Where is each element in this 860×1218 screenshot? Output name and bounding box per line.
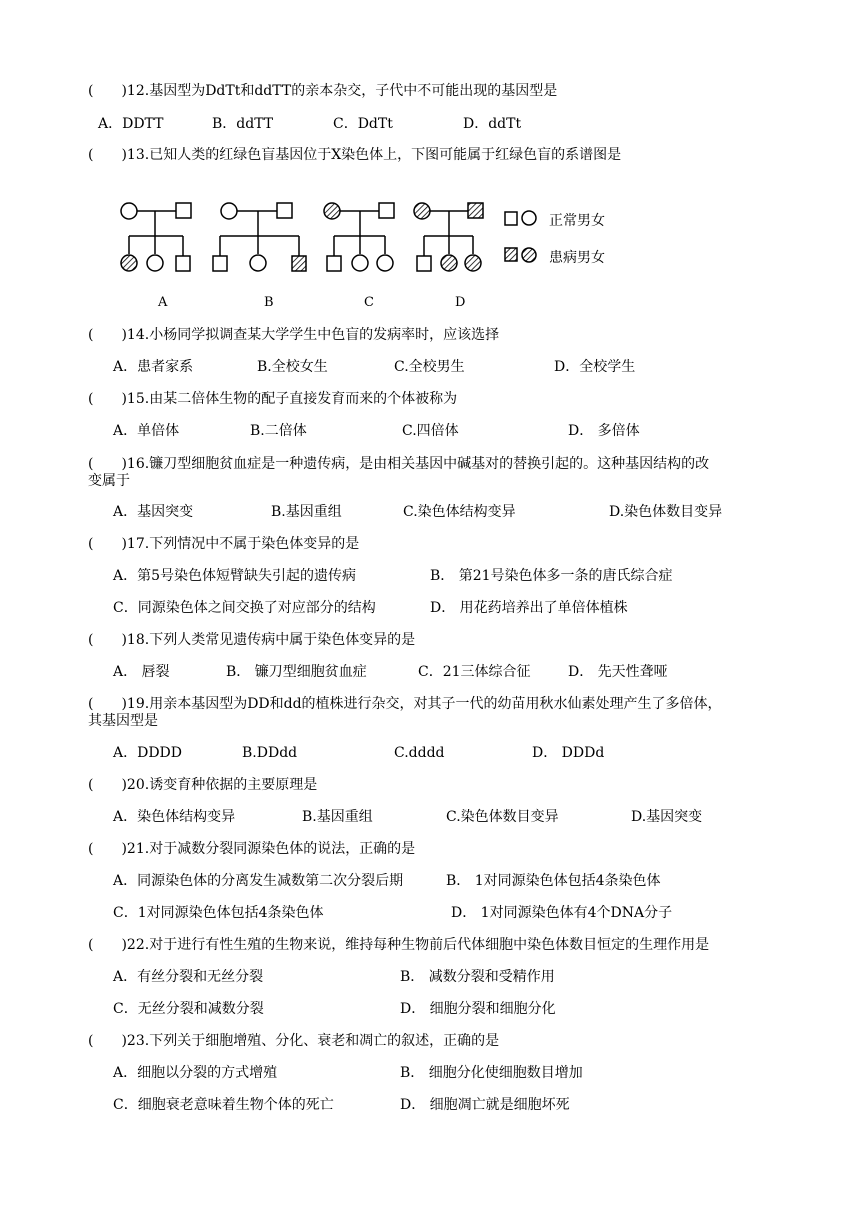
q14-option-c: C.全校男生	[394, 359, 465, 375]
q12-option-a: A．DDTT	[98, 116, 164, 132]
q22-option-c: C．无丝分裂和减数分裂	[113, 1001, 264, 1017]
legend-affected: 患病男女	[549, 250, 605, 266]
q18-option-c: C．21三体综合征	[418, 664, 531, 680]
q12-option-b: B．ddTT	[212, 116, 274, 132]
q20-option-b: B.基因重组	[302, 809, 373, 825]
pedigree-c	[324, 203, 394, 271]
question-19: ( )19.用亲本基因型为DD和dd的植株进行杂交，对其子一代的幼苗用秋水仙素处理产生了多倍体，	[88, 696, 722, 712]
question-12: ( )12.基因型为DdTt和ddTT的亲本杂交，子代中不可能出现的基因型是	[88, 83, 558, 99]
q15-option-d: D． 多倍体	[568, 423, 640, 439]
q15-option-c: C.四倍体	[402, 423, 459, 439]
q14-option-b: B.全校女生	[257, 359, 328, 375]
question-13: ( )13.已知人类的红绿色盲基因位于X染色体上，下图可能属于红绿色盲的系谱图是	[88, 147, 622, 163]
question-15: ( )15.由某二倍体生物的配子直接发育而来的个体被称为	[88, 391, 458, 407]
question-17: ( )17.下列情况中不属于染色体变异的是	[88, 536, 360, 552]
q23-option-d: D． 细胞凋亡就是细胞坏死	[400, 1097, 570, 1113]
q17-option-d: D． 用花药培养出了单倍体植株	[430, 600, 628, 616]
q22-option-d: D． 细胞分裂和细胞分化	[400, 1001, 556, 1017]
q19-option-c: C.dddd	[394, 745, 445, 761]
question-20: ( )20.诱变育种依据的主要原理是	[88, 777, 318, 793]
question-18: ( )18.下列人类常见遗传病中属于染色体变异的是	[88, 632, 416, 648]
q16-option-a: A．基因突变	[113, 504, 194, 520]
q19-option-d: D． DDDd	[532, 745, 605, 761]
q15-option-b: B.二倍体	[250, 423, 307, 439]
pedigree-label-c: C	[364, 295, 374, 310]
q23-option-b: B． 细胞分化使细胞数目增加	[400, 1065, 583, 1081]
q21-option-a: A．同源染色体的分离发生减数第二次分裂后期	[113, 873, 404, 889]
q18-option-b: B． 镰刀型细胞贫血症	[226, 664, 367, 680]
q17-option-c: C．同源染色体之间交换了对应部分的结构	[113, 600, 376, 616]
q12-option-c: C．DdTt	[333, 116, 393, 132]
legend-symbols	[505, 211, 536, 262]
q14-option-d: D．全校学生	[554, 359, 636, 375]
q22-option-b: B． 减数分裂和受精作用	[400, 969, 555, 985]
question-23: ( )23.下列关于细胞增殖、分化、衰老和凋亡的叙述，正确的是	[88, 1033, 500, 1049]
pedigree-label-a: A	[158, 295, 168, 310]
q16-option-c: C.染色体结构变异	[403, 504, 516, 520]
legend-normal: 正常男女	[549, 213, 605, 229]
question-16-cont: 变属于	[88, 473, 130, 489]
q19-option-a: A．DDDD	[113, 745, 183, 761]
q21-option-c: C．1对同源染色体包括4条染色体	[113, 905, 324, 921]
q15-option-a: A．单倍体	[113, 423, 180, 439]
question-21: ( )21.对于减数分裂同源染色体的说法，正确的是	[88, 841, 416, 857]
question-16: ( )16.镰刀型细胞贫血症是一种遗传病，是由相关基因中碱基对的替换引起的。这种基因结构的改	[88, 456, 710, 472]
pedigree-a	[121, 203, 191, 271]
question-22: ( )22.对于进行有性生殖的生物来说，维持每种生物前后代体细胞中染色体数目恒定的生理作用是	[88, 937, 710, 953]
pedigree-b	[213, 203, 306, 271]
q19-option-b: B.DDdd	[242, 745, 298, 761]
q16-option-b: B.基因重组	[271, 504, 342, 520]
q17-option-b: B． 第21号染色体多一条的唐氏综合症	[430, 568, 673, 584]
q14-option-a: A．患者家系	[113, 359, 194, 375]
q12-option-d: D．ddTt	[463, 116, 522, 132]
question-19-cont: 其基因型是	[88, 713, 158, 729]
q18-option-a: A． 唇裂	[113, 664, 170, 680]
q22-option-a: A．有丝分裂和无丝分裂	[113, 969, 264, 985]
q21-option-b: B． 1对同源染色体包括4条染色体	[446, 873, 661, 889]
q20-option-c: C.染色体数目变异	[446, 809, 559, 825]
q16-option-d: D.染色体数目变异	[609, 504, 723, 520]
question-14: ( )14.小杨同学拟调查某大学学生中色盲的发病率时，应该选择	[88, 327, 500, 343]
q18-option-d: D． 先天性聋哑	[568, 664, 668, 680]
q17-option-a: A．第5号染色体短臂缺失引起的遗传病	[113, 568, 357, 584]
pedigree-d	[414, 203, 483, 271]
q23-option-a: A．细胞以分裂的方式增殖	[113, 1065, 278, 1081]
pedigree-label-d: D	[455, 295, 466, 310]
q21-option-d: D． 1对同源染色体有4个DNA分子	[451, 905, 673, 921]
pedigree-label-b: B	[264, 295, 274, 310]
q23-option-c: C．细胞衰老意味着生物个体的死亡	[113, 1097, 334, 1113]
q20-option-d: D.基因突变	[631, 809, 703, 825]
q20-option-a: A．染色体结构变异	[113, 809, 236, 825]
